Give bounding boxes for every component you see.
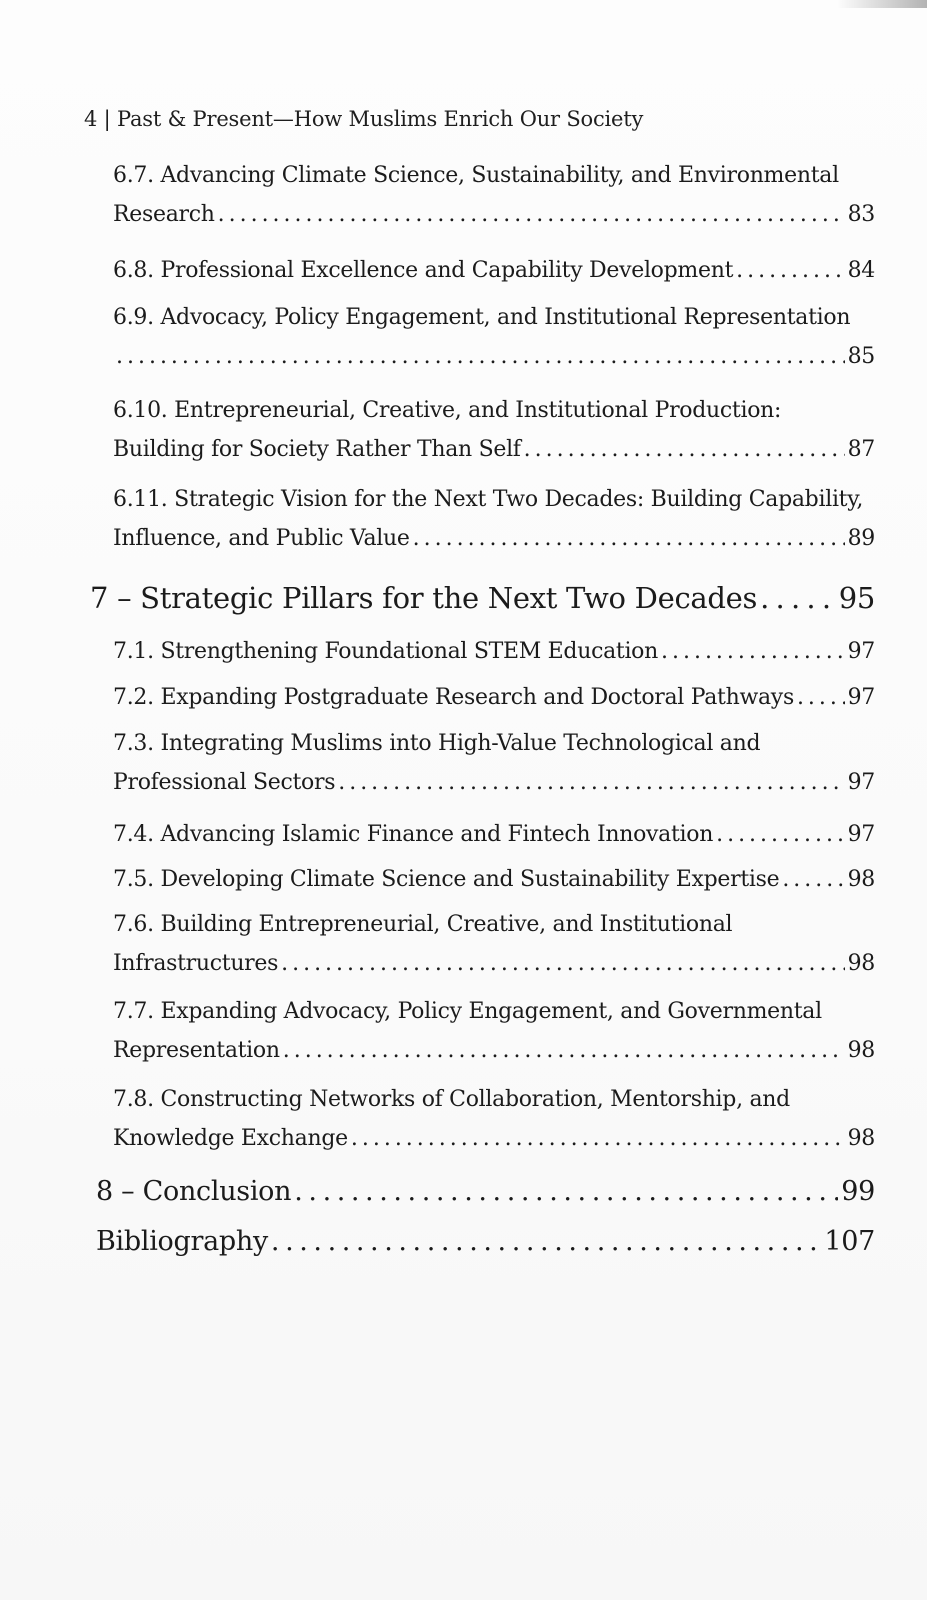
toc-entry-7-3[interactable] <box>113 724 875 802</box>
toc-entry-title: 7.2. Expanding Postgraduate Research and Doctoral Pathways <box>113 685 794 710</box>
toc-bibliography[interactable] <box>96 1220 875 1264</box>
toc-chapter-7[interactable] <box>90 576 875 620</box>
dot-leader <box>281 944 844 983</box>
toc-entry-6-7[interactable] <box>113 156 875 234</box>
dot-leader <box>338 763 844 802</box>
toc-entry-title-line: 7.3. Integrating Muslims into High-Value Technological and <box>113 731 761 756</box>
dot-leader <box>716 815 845 854</box>
toc-page-number: 95 <box>838 581 875 615</box>
toc-entry-title-line: 7.8. Constructing Networks of Collaboration, Mentorship, and <box>113 1087 790 1112</box>
toc-chapter-8[interactable] <box>96 1170 875 1214</box>
toc-entry-title: 7.1. Strengthening Foundational STEM Education <box>113 639 658 664</box>
dot-leader <box>271 1220 821 1264</box>
toc-entry-6-11[interactable] <box>113 480 875 558</box>
toc-page-number: 84 <box>847 258 875 283</box>
dot-leader <box>294 1170 838 1214</box>
toc-entry-title: 7.4. Advancing Islamic Finance and Fintech Innovation <box>113 822 714 847</box>
toc-page-number: 83 <box>847 202 875 227</box>
dot-leader <box>760 576 836 620</box>
toc-entry-title: 7.5. Developing Climate Science and Sustainability Expertise <box>113 867 780 892</box>
toc-chapter-title: 8 – Conclusion <box>96 1176 292 1207</box>
toc-entry-6-8[interactable] <box>113 251 875 290</box>
toc-entry-6-9[interactable] <box>113 298 875 376</box>
toc-entry-7-1[interactable] <box>113 632 875 671</box>
toc-entry-title-line: 7.7. Expanding Advocacy, Policy Engagement, and Governmental <box>113 999 822 1024</box>
toc-entry-title-line: 6.11. Strategic Vision for the Next Two Decades: Building Capability, <box>113 487 864 512</box>
toc-entry-title-line: 6.9. Advocacy, Policy Engagement, and Institutional Representation <box>113 305 851 330</box>
toc-page-number: 98 <box>847 1126 875 1151</box>
toc-entry-7-5[interactable] <box>113 860 875 899</box>
toc-page-number: 97 <box>847 822 875 847</box>
dot-leader <box>413 519 845 558</box>
toc-entry-title: Representation <box>113 1038 280 1063</box>
toc-entry-title: 6.8. Professional Excellence and Capability Development <box>113 258 734 283</box>
running-header: 4 | Past & Present—How Muslims Enrich Our Society <box>84 107 644 131</box>
toc-entry-title: Research <box>113 202 215 227</box>
toc-entry-title-line: 7.6. Building Entrepreneurial, Creative, and Institutional <box>113 912 733 937</box>
dot-leader <box>524 430 845 469</box>
toc-entry-6-10[interactable] <box>113 391 875 469</box>
toc-entry-title: Infrastructures <box>113 951 279 976</box>
toc-page-number: 98 <box>847 867 875 892</box>
toc-chapter-title: 7 – Strategic Pillars for the Next Two Decades <box>90 581 758 615</box>
toc-page-number: 85 <box>847 344 875 369</box>
toc-entry-title: Influence, and Public Value <box>113 526 410 551</box>
toc-chapter-title: Bibliography <box>96 1226 268 1257</box>
toc-entry-7-6[interactable] <box>113 905 875 983</box>
toc-page-number: 107 <box>824 1226 875 1257</box>
toc-entry-title-line: 6.7. Advancing Climate Science, Sustainability, and Environmental <box>113 163 839 188</box>
toc-entry-title: Knowledge Exchange <box>113 1126 348 1151</box>
toc-entry-7-2[interactable] <box>113 678 875 717</box>
toc-entry-7-7[interactable] <box>113 992 875 1070</box>
toc-page-number: 97 <box>847 685 875 710</box>
dot-leader <box>797 678 845 717</box>
toc-entry-title: Building for Society Rather Than Self <box>113 437 521 462</box>
toc-page-number: 98 <box>847 1038 875 1063</box>
toc-entry-7-8[interactable] <box>113 1080 875 1158</box>
dot-leader <box>283 1031 845 1070</box>
dot-leader <box>782 860 844 899</box>
toc-page-number: 87 <box>847 437 875 462</box>
toc-entry-title: Professional Sectors <box>113 770 336 795</box>
dot-leader <box>661 632 845 671</box>
toc-entry-7-4[interactable] <box>113 815 875 854</box>
dot-leader <box>736 251 844 290</box>
page-corner-shadow <box>837 0 927 8</box>
toc-page-number: 98 <box>847 951 875 976</box>
toc-page-number: 97 <box>847 639 875 664</box>
toc-page-number: 97 <box>847 770 875 795</box>
dot-leader <box>116 337 845 376</box>
toc-entry-title-line: 6.10. Entrepreneurial, Creative, and Institutional Production: <box>113 398 782 423</box>
toc-page-number: 99 <box>841 1176 875 1207</box>
dot-leader <box>218 195 845 234</box>
dot-leader <box>351 1119 845 1158</box>
toc-page-number: 89 <box>847 526 875 551</box>
